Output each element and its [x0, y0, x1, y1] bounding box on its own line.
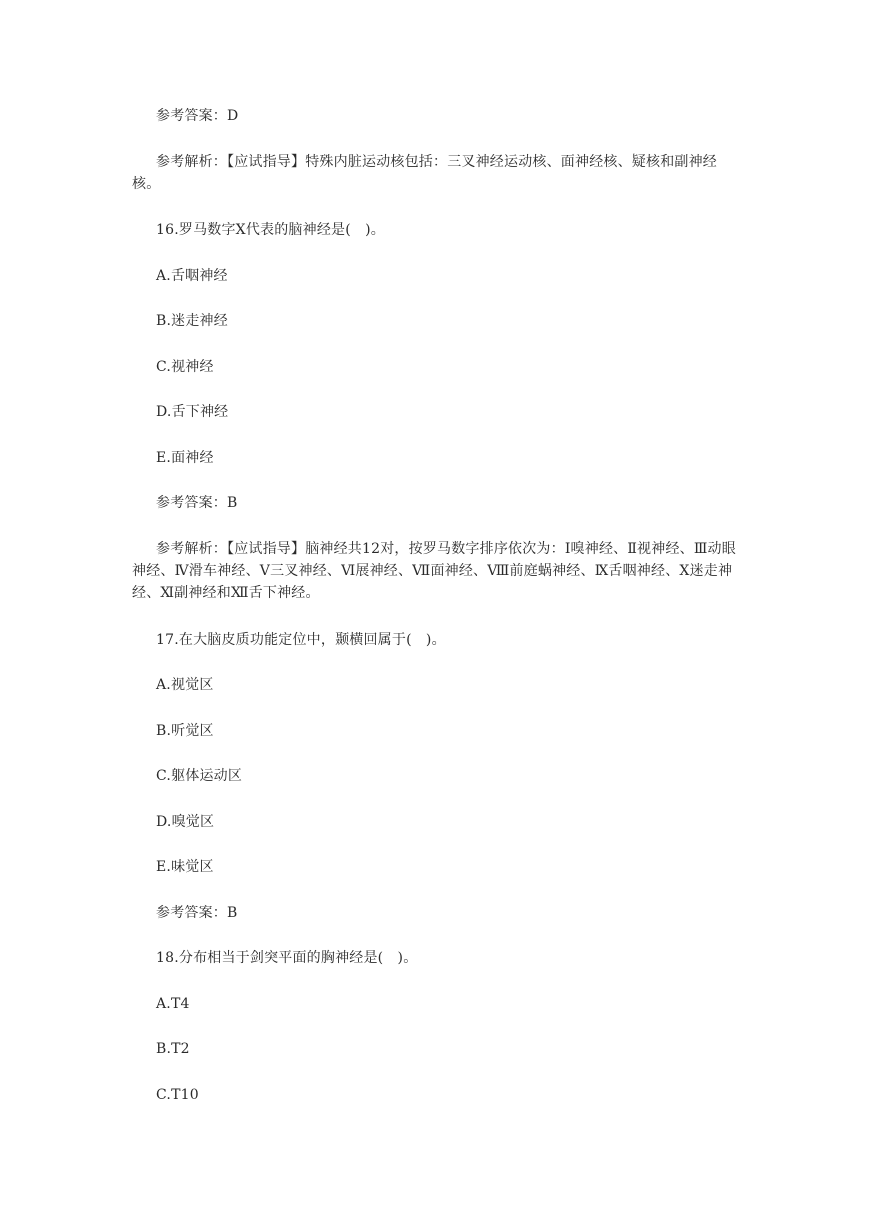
option-16-a: A.舌咽神经 — [156, 268, 228, 284]
explanation-q15: 参考解析：【应试指导】特殊内脏运动核包括：三叉神经运动核、面神经核、疑核和副神经核。 — [132, 154, 717, 192]
option-18-c: C.T10 — [156, 1087, 199, 1103]
option-18-b: B.T2 — [156, 1041, 190, 1057]
option-17-a: A.视觉区 — [156, 677, 214, 693]
option-17-c: C.躯体运动区 — [156, 768, 243, 784]
answer-q17: 参考答案：B — [156, 905, 238, 921]
option-17-b: B.听觉区 — [156, 723, 214, 739]
option-16-c: C.视神经 — [156, 359, 214, 375]
option-16-b: B.迷走神经 — [156, 313, 228, 329]
answer-q16: 参考答案：B — [156, 495, 238, 511]
question-17: 17.在大脑皮质功能定位中，颞横回属于( )。 — [156, 632, 446, 648]
option-17-e: E.味觉区 — [156, 859, 214, 875]
explanation-q16: 参考解析：【应试指导】脑神经共12对，按罗马数字排序依次为：Ⅰ嗅神经、Ⅱ视神经、Ⅲ动眼神经、Ⅳ滑车神经、Ⅴ三叉神经、Ⅵ展神经、Ⅶ面神经、Ⅷ前庭蜗神经、Ⅸ舌咽神经、Ⅹ迷走神经、Ⅺ副神经和Ⅻ舌下神经。 — [132, 541, 736, 601]
option-17-d: D.嗅觉区 — [156, 814, 215, 830]
answer-q15: 参考答案：D — [156, 108, 239, 124]
question-16: 16.罗马数字Ⅹ代表的脑神经是( )。 — [156, 222, 385, 238]
question-18: 18.分布相当于剑突平面的胸神经是( )。 — [156, 950, 418, 966]
option-18-a: A.T4 — [156, 996, 190, 1012]
option-16-e: E.面神经 — [156, 450, 214, 466]
option-16-d: D.舌下神经 — [156, 404, 229, 420]
